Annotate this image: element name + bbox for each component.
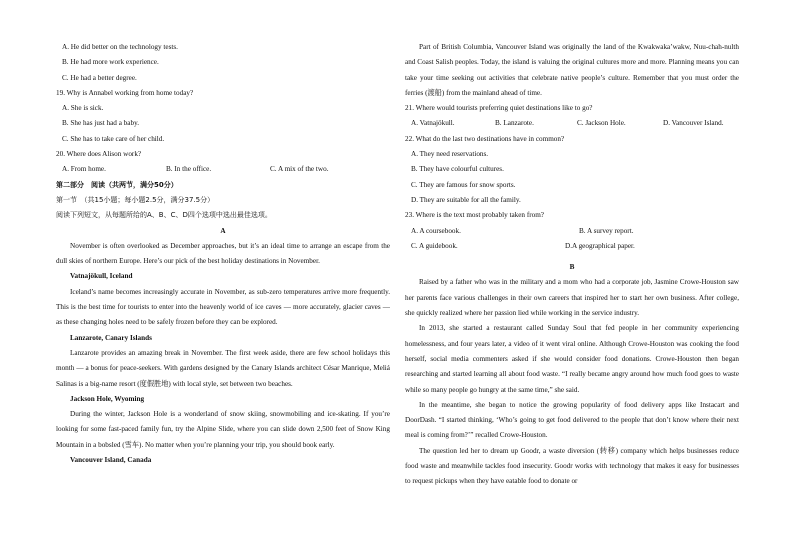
q23-option-c: C. A guidebook.	[411, 241, 458, 250]
destination-1-text: Iceland’s name becomes increasingly accurate in November, as sub-zero temperatures arrive more frequently. This is the best time for tourists to enter into the heavenly world of ice caves — more accurately, glacier caves — as these changing holes need to be safely frozen before they can be explored.	[56, 287, 390, 327]
q22-option-d: D. They are suitable for all the family.	[411, 195, 521, 204]
q23-options-ab	[405, 224, 739, 239]
q21-option-a: A. Vatnajökull.	[411, 119, 455, 128]
reading-instruction: 阅读下列短文，从每题所给的A、B、C、D四个选项中选出最佳选项。	[56, 211, 272, 220]
q22-option-b: B. They have colourful cultures.	[411, 165, 504, 174]
part2-title: 第二部分 阅读（共两节，满分50分）	[56, 180, 178, 189]
q20-stem: 20. Where does Alison work?	[56, 150, 142, 159]
q21-stem: 21. Where would tourists preferring quiet destinations like to go?	[405, 104, 593, 113]
q20-options	[56, 162, 390, 177]
passage-b-paragraph-4: The question led her to dream up Goodr, a waste diversion (转移) company which helps businesses reduce food waste and meanwhile tackles food insecurity. Goodr works with technology that makes it easy for businesses to request pickups when they have eatable food to donate or	[405, 446, 739, 486]
passage-b-label: B	[569, 263, 575, 272]
section1-title: 第一节 （共15小题；每小题2.5分，满分37.5分）	[56, 195, 215, 204]
destination-3-title: Jackson Hole, Wyoming	[70, 394, 145, 403]
passage-b-paragraph-3: In the meantime, she began to notice the growing popularity of food delivery apps like Instacart and DoorDash. “I started thinking, ‘Who’s going to get food delivered to the people that don’t know where their next meal is coming from?’” recalled Crowe-Houston.	[405, 400, 739, 440]
q21-options	[405, 116, 739, 131]
q19-option-a: A. She is sick.	[62, 104, 104, 113]
destination-1-title: Vatnajökull, Iceland	[70, 272, 133, 281]
passage-b-paragraph-2: In 2013, she started a restaurant called Sunday Soul that fed people in her community experiencing homelessness, and four years later, a video of it went viral online. Although Crowe-Houston was cooking the food herself, social media commenters asked if she would consider food donations. Crowe-Houston then began researching and started learning all about food waste. “I really became angry around how much food goes to waste while so many people go hungry at the same time,” she said.	[405, 324, 739, 394]
q23-options-cd	[405, 239, 739, 254]
passage-b-paragraph-1: Raised by a father who was in the military and a mom who had a corporate job, Jasmine Crowe-Houston saw her parents face various challenges in their own careers that inspired her to start her own business. After college, she quickly realized where her passion lied while working in the service industry.	[405, 278, 739, 318]
destination-2-title: Lanzarote, Canary Islands	[70, 333, 152, 342]
q20-option-b: B. In the office.	[166, 165, 212, 174]
passage-a-intro: November is often overlooked as December approaches, but it’s an ideal time to arrange an escape from the dull skies of northern Europe. Here’s our pick of the best holiday destinations in November.	[56, 241, 390, 266]
q18-option-a: A. He did better on the technology tests.	[62, 43, 178, 51]
q19-option-c: C. She has to take care of her child.	[62, 134, 165, 143]
q22-option-c: C. They are famous for snow sports.	[411, 180, 516, 189]
left-column	[56, 40, 390, 468]
q20-option-a: A. From home.	[62, 165, 106, 174]
destination-4-title: Vancouver Island, Canada	[70, 456, 152, 465]
q18-option-b: B. He had more work experience.	[62, 58, 159, 67]
q21-option-b: B. Lanzarote.	[495, 119, 534, 128]
destination-4-text: Part of British Columbia, Vancouver Island was originally the land of the Kwakwaka’wakw, Nuu-chah-nulth and Coast Salish peoples. Today, the island is valuing the original cultures more and more. Planning means you can take your time seeking out activities that celebrate native people’s culture. Remember that you must order the ferries (渡船) from the mainland ahead of time.	[405, 43, 739, 97]
q21-option-c: C. Jackson Hole.	[577, 119, 626, 128]
q23-option-b: B. A survey report.	[579, 226, 634, 235]
destination-3-text: During the winter, Jackson Hole is a wonderland of snow skiing, snowmobiling and ice-skating. If you’re looking for some fast-paced family fun, try the Alpine Slide, where you can slide down 2,500 feet of Snow King Mountain in a bobsled (雪车). No matter when you’re planning your trip, you should book early.	[56, 410, 390, 449]
q23-stem: 23. Where is the text most probably taken from?	[405, 211, 544, 220]
q23-option-a: A. A coursebook.	[411, 226, 461, 235]
q22-option-a: A. They need reservations.	[411, 150, 489, 159]
q21-option-d: D. Vancouver Island.	[663, 119, 724, 128]
passage-a-label: A	[220, 226, 226, 235]
right-column	[405, 40, 739, 490]
q20-option-c: C. A mix of the two.	[270, 165, 329, 174]
destination-2-text: Lanzarote provides an amazing break in November. The first week aside, there are few school holidays this month — a bonus for peace-seekers. With gardens designed by the Canary Islands architect César Manrique, Meliá Salinas is a big-name resort (度假胜地) with local style, set between two beaches.	[56, 348, 390, 388]
q19-option-b: B. She has just had a baby.	[62, 119, 139, 128]
q18-option-c: C. He had a better degree.	[62, 73, 137, 82]
q22-stem: 22. What do the last two destinations have in common?	[405, 134, 565, 143]
q23-option-d: D.A geographical paper.	[565, 241, 635, 250]
q19-stem: 19. Why is Annabel working from home today?	[56, 88, 194, 97]
